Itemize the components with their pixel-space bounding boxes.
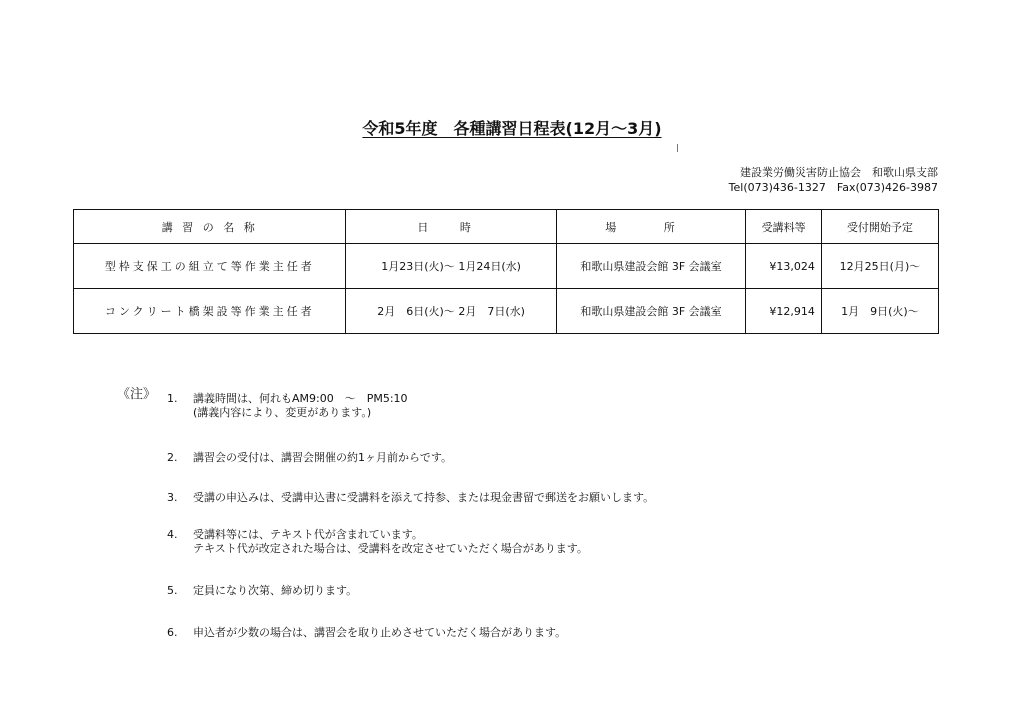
- organization-block: [729, 165, 938, 195]
- course-start: 12月25日(月)～: [821, 244, 938, 289]
- org-name: 建設業労働災害防止協会 和歌山県支部: [740, 166, 938, 179]
- note-text: [193, 528, 588, 556]
- note-number: 3.: [167, 491, 178, 504]
- note-text: [193, 451, 452, 465]
- note-number: 5.: [167, 584, 178, 597]
- page-title-text: 令和5年度 各種講習日程表(12月～3月): [362, 119, 662, 138]
- course-name: コンクリート橋架設等作業主任者: [74, 289, 346, 334]
- course-fee: ¥12,914: [746, 289, 822, 334]
- note-line: 申込者が少数の場合は、講習会を取り止めさせていただく場合があります。: [193, 626, 567, 639]
- note-text: [193, 491, 654, 505]
- course-place: 和歌山県建設会館 3F 会議室: [556, 244, 746, 289]
- note-line: 受講料等には、テキスト代が含まれています。: [193, 528, 423, 541]
- note-line: テキスト代が改定された場合は、受講料を改定させていただく場合があります。: [193, 542, 588, 555]
- note-line: 講習会の受付は、講習会開催の約1ヶ月前からです。: [193, 451, 453, 464]
- header-fee: 受講料等: [746, 210, 822, 244]
- course-place: 和歌山県建設会館 3F 会議室: [556, 289, 746, 334]
- note-number: 4.: [167, 528, 178, 541]
- header-place: 場 所: [556, 210, 746, 244]
- note-number: 6.: [167, 626, 178, 639]
- note-line: 講義時間は、何れもAM9:00 ～ PM5:10: [193, 392, 408, 405]
- org-contact: Tel(073)436-1327 Fax(073)426-3987: [728, 181, 938, 194]
- page-title: [0, 116, 1024, 139]
- course-datetime: 1月23日(火)～ 1月24日(水): [346, 244, 556, 289]
- note-text: [193, 626, 566, 640]
- course-datetime: 2月 6日(火)～ 2月 7日(水): [346, 289, 556, 334]
- schedule-table: [73, 209, 939, 334]
- table-header-row: [74, 210, 939, 244]
- course-start: 1月 9日(火)～: [821, 289, 938, 334]
- notes-label: 《注》: [117, 387, 157, 402]
- note-line: 定員になり次第、締め切ります。: [193, 584, 358, 597]
- note-line: 受講の申込みは、受講申込書に受講料を添えて持参、または現金書留で郵送をお願いします。: [193, 491, 655, 504]
- note-line: (講義内容により、変更があります。): [193, 406, 372, 419]
- scan-mark: [677, 144, 678, 152]
- header-datetime: 日 時: [346, 210, 556, 244]
- note-text: [193, 392, 408, 420]
- course-fee: ¥13,024: [746, 244, 822, 289]
- table-row: [74, 289, 939, 334]
- header-start: 受付開始予定: [821, 210, 938, 244]
- note-number: 1.: [167, 392, 178, 405]
- header-name: 講 習 の 名 称: [74, 210, 346, 244]
- note-text: [193, 584, 357, 598]
- course-name: 型枠支保工の組立て等作業主任者: [74, 244, 346, 289]
- note-number: 2.: [167, 451, 178, 464]
- table-row: [74, 244, 939, 289]
